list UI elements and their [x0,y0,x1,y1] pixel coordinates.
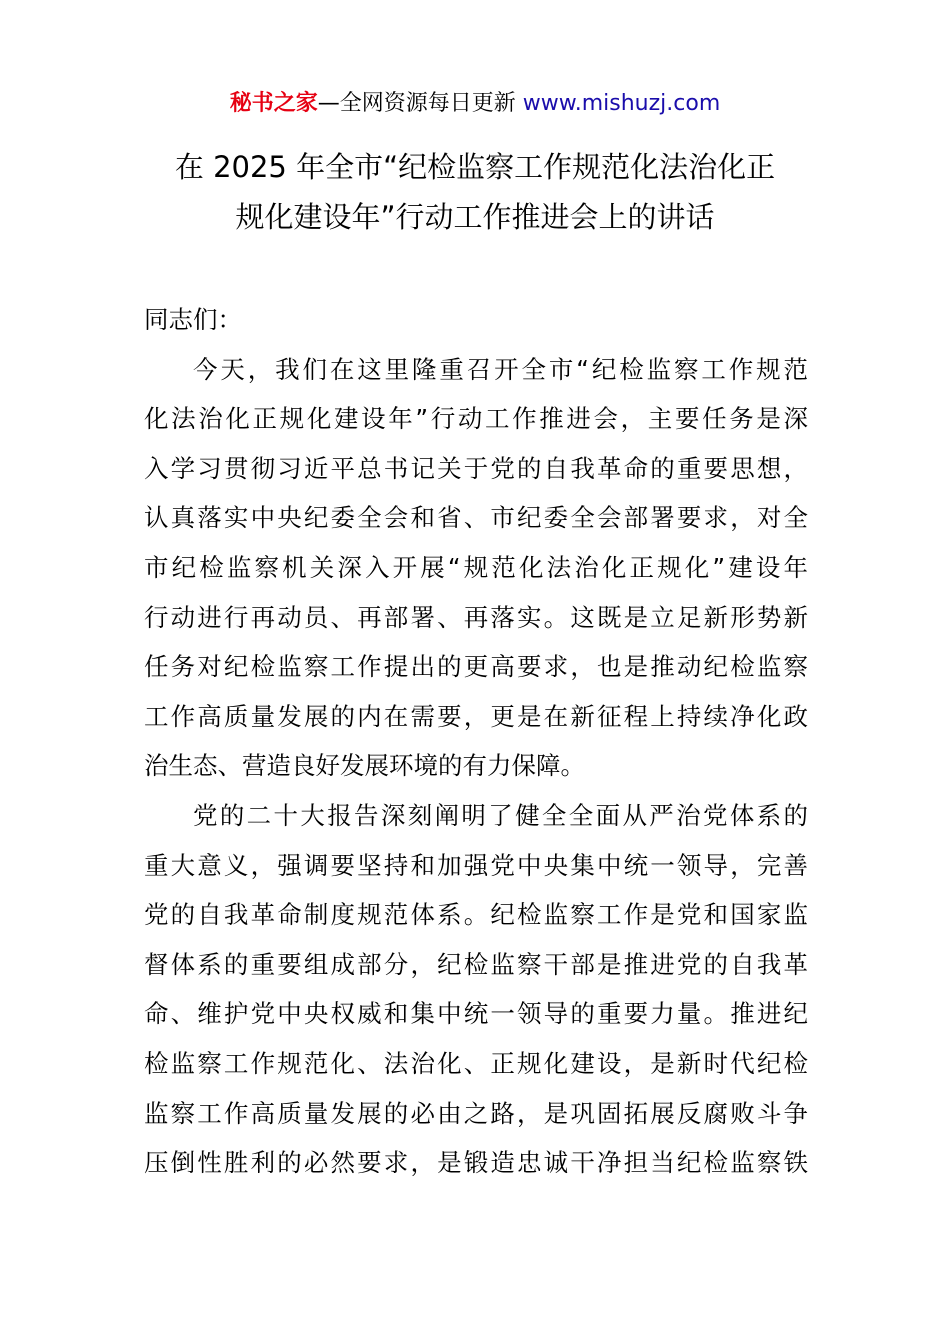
paragraph-line: 党的自我革命制度规范体系。纪检监察工作是党和国家监 [144,900,808,930]
site-header [0,88,950,120]
paragraph-line: 入学习贯彻习近平总书记关于党的自我革命的重要思想， [144,453,808,483]
paragraph-line: 工作高质量发展的内在需要，更是在新征程上持续净化政 [144,701,808,731]
site-link[interactable]: www.mishuzj.com [522,91,721,116]
paragraph-line: 督体系的重要组成部分，纪检监察干部是推进党的自我革 [144,949,808,979]
document-title [140,142,810,242]
paragraph-line: 认真落实中央纪委全会和省、市纪委全会部署要求，对全 [144,503,808,533]
header-tagline: —全网资源每日更新 [317,91,516,116]
salutation: 同志们： [144,305,242,334]
paragraph-line: 命、维护党中央权威和集中统一领导的重要力量。推进纪 [144,999,808,1029]
paragraph-line: 监察工作高质量发展的必由之路，是巩固拓展反腐败斗争 [144,1098,808,1128]
title-line-2: 规化建设年”行动工作推进会上的讲话 [235,200,715,234]
paragraph-line: 任务对纪检监察工作提出的更高要求，也是推动纪检监察 [144,652,808,682]
document-body [144,295,808,1188]
paragraph-line: 压倒性胜利的必然要求，是锻造忠诚干净担当纪检监察铁 [144,1148,808,1178]
paragraph-line: 行动进行再动员、再部署、再落实。这既是立足新形势新 [144,602,808,632]
title-line-1: 在 2025 年全市“纪检监察工作规范化法治化正 [174,150,776,184]
paragraph-line: 检监察工作规范化、法治化、正规化建设，是新时代纪检 [144,1048,808,1078]
paragraph-line: 党的二十大报告深刻阐明了健全全面从严治党体系的 [193,800,808,830]
paragraph-line: 今天，我们在这里隆重召开全市“纪检监察工作规范 [193,354,808,384]
paragraph-line: 治生态、营造良好发展环境的有力保障。 [144,751,585,781]
paragraph-line: 重大意义，强调要坚持和加强党中央集中统一领导，完善 [144,850,808,880]
paragraph-line: 市纪检监察机关深入开展“规范化法治化正规化”建设年 [144,552,808,582]
paragraph-line: 化法治化正规化建设年”行动工作推进会，主要任务是深 [144,404,808,434]
brand-name: 秘书之家 [229,91,318,116]
